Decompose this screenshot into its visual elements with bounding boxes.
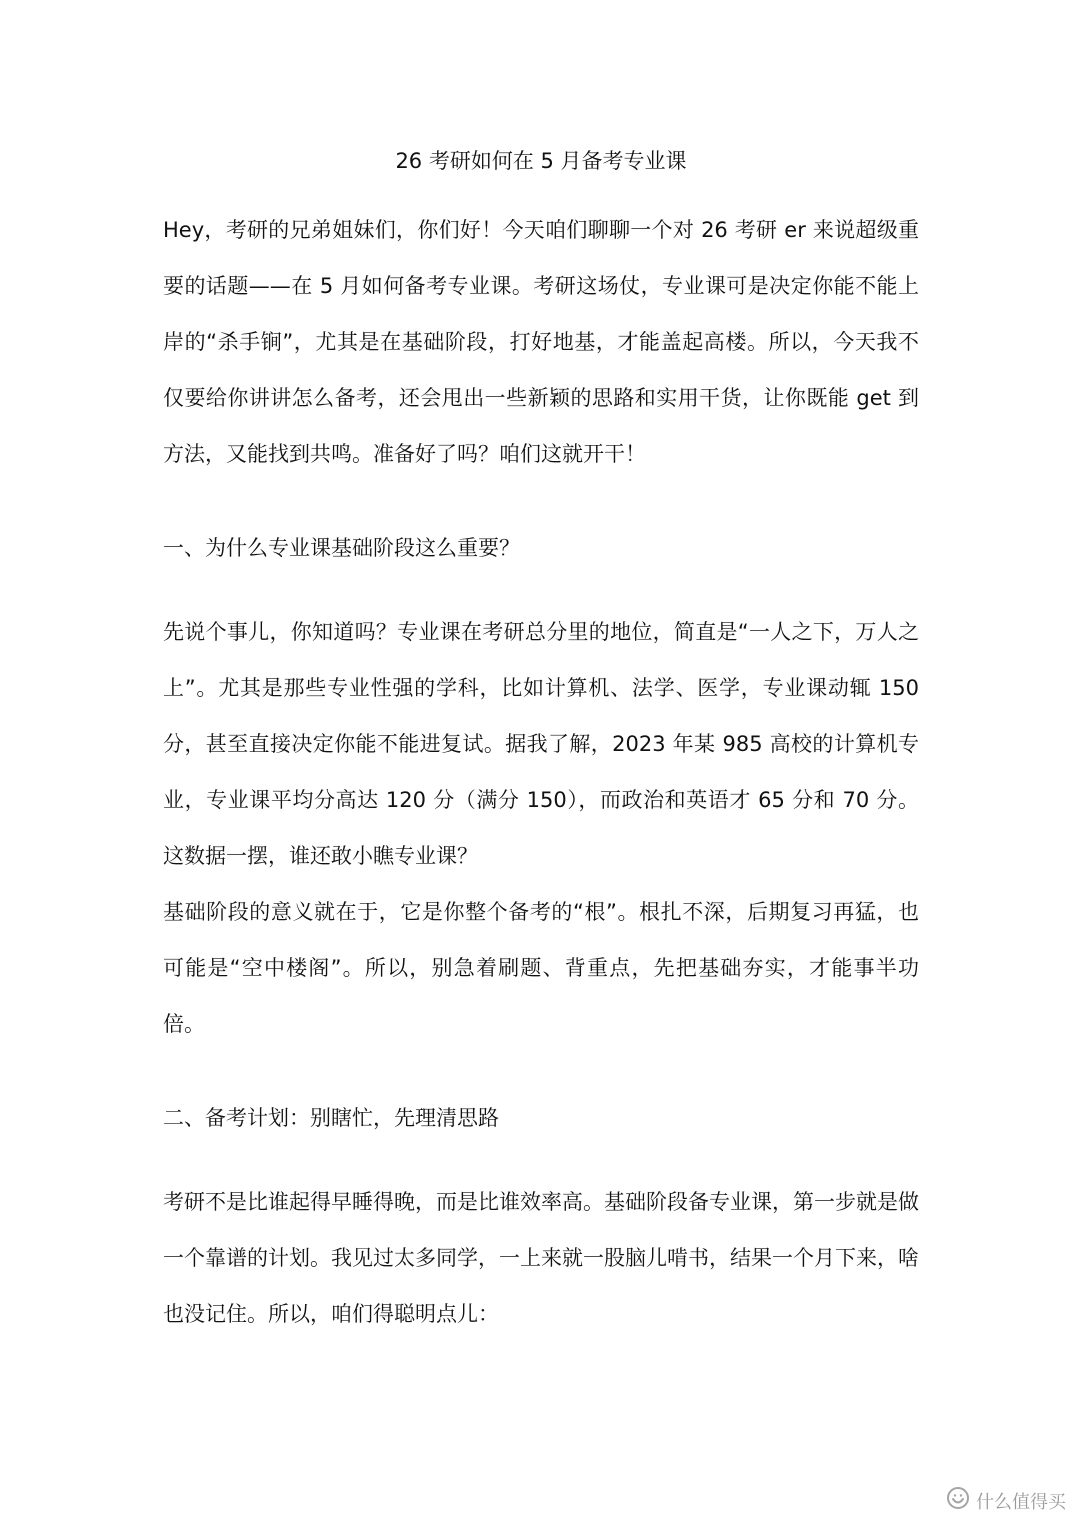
spacer bbox=[163, 576, 919, 604]
section2-paragraph-1: 考研不是比谁起得早睡得晚，而是比谁效率高。基础阶段备专业课，第一步就是做一个靠谱的计划。我见过太多同学，一上来就一股脑儿啃书，结果一个月下来，啥也没记住。所以，咱们得聪明点儿： bbox=[163, 1190, 919, 1326]
section1-heading: 一、为什么专业课基础阶段这么重要？ bbox=[163, 536, 520, 560]
section1-paragraph-2: 基础阶段的意义就在于，它是你整个备考的“根”。根扎不深，后期复习再猛，也可能是“空中楼阁”。所以，别急着刷题、背重点，先把基础夯实，才能事半功倍。 bbox=[163, 900, 919, 1036]
document-content bbox=[163, 138, 919, 1342]
watermark bbox=[946, 1486, 1066, 1515]
section1-paragraph-1: 先说个事儿，你知道吗？专业课在考研总分里的地位，简直是“一人之下，万人之上”。尤其是那些专业性强的学科，比如计算机、法学、医学，专业课动辄 150 分，甚至直接决定你能不能进复试。据我了解，2023 年某 985 高校的计算机专业，专业课平均分高达 120 分（满分 150），而政治和英语才 65 分和 70 分。这数据一摆，谁还敢小瞧专业课？ bbox=[163, 620, 919, 868]
intro-paragraph: Hey，考研的兄弟姐妹们，你们好！今天咱们聊聊一个对 26 考研 er 来说超级重要的话题——在 5 月如何备考专业课。考研这场仗，专业课可是决定你能不能上岸的“杀手锏”，尤其是在基础阶段，打好地基，才能盖起高楼。所以，今天我不仅要给你讲讲怎么备考，还会甩出一些新颖的思路和实用干货，让你既能 get 到方法，又能找到共鸣。准备好了吗？咱们这就开干！ bbox=[163, 218, 919, 466]
smzdm-logo-icon bbox=[946, 1486, 970, 1515]
section2-heading: 二、备考计划：别瞎忙，先理清思路 bbox=[163, 1106, 499, 1130]
spacer bbox=[163, 482, 919, 520]
spacer bbox=[163, 1052, 919, 1090]
watermark-text: 什么值得买 bbox=[976, 1491, 1066, 1513]
spacer bbox=[163, 1146, 919, 1174]
spacer bbox=[163, 184, 919, 202]
document-title: 26 考研如何在 5 月备考专业课 bbox=[395, 149, 687, 173]
